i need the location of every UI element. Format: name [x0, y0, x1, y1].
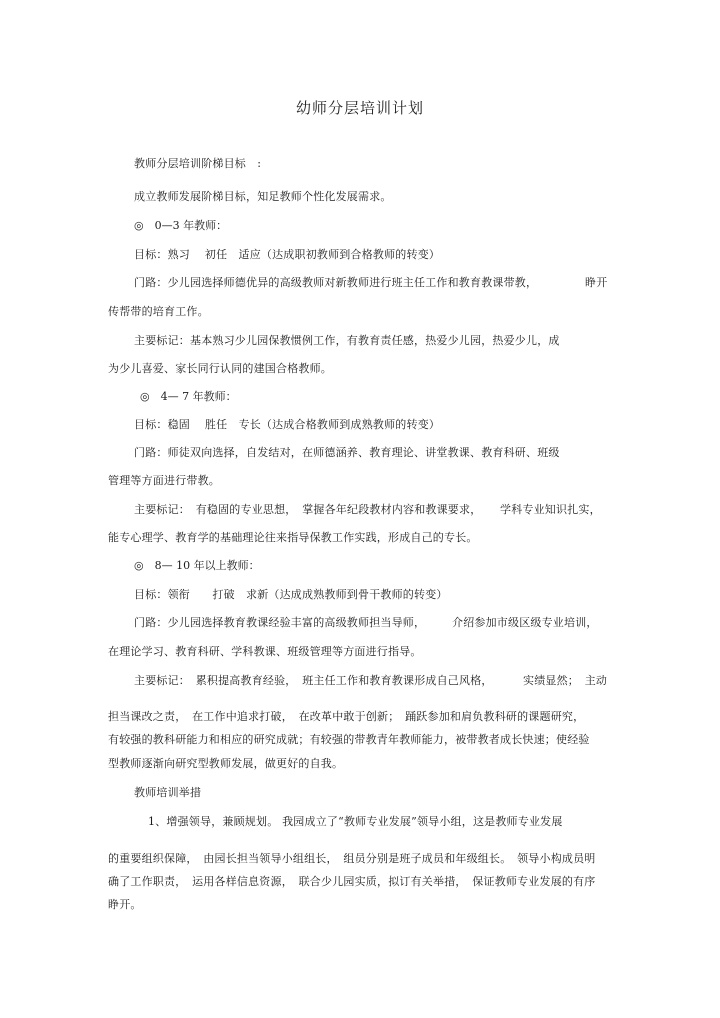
level2-mark-line2: 能专心理学、教育学的基础理论往来指导保教工作实践，形成自己的专长。: [108, 531, 478, 544]
intro-paragraph: 成立教师发展阶梯目标，知足教师个性化发展需求。: [134, 190, 392, 203]
level2-heading: ◎ 4— 7 年教师：: [140, 390, 237, 403]
section-heading-ladder-goals: 教师分层培训阶梯目标 :: [134, 157, 262, 170]
level3-path-line1: 门路：少儿园选择教育教课经验丰富的高级教师担当导师，: [134, 616, 426, 629]
level2-mark-line1-end: 学科专业知识扎实，: [500, 503, 601, 516]
level2-path-line1: 门路：师徒双向选择，自发结对，在师德涵养、教育理论、讲堂教课、教育科研、班级: [134, 446, 560, 459]
level3-path-line2: 在理论学习、教育科研、学科教课、班级管理等方面进行指导。: [108, 645, 422, 658]
level2-goal: 目标：稳固 胜任 专长（达成合格教师到成熟教师的转变）: [134, 418, 441, 431]
measure1-line4: 睁开。: [108, 898, 142, 911]
level3-heading: ◎ 8— 10 年以上教师：: [134, 559, 260, 572]
level1-mark-line1: 主要标记：基本熟习少儿园保教惯例工作，有教育责任感，热爱少儿园，热爱少儿，成: [134, 334, 560, 347]
section-heading-training-measures: 教师培训举措: [134, 786, 202, 799]
level1-path-line1-end: 睁开: [585, 276, 608, 289]
level1-mark-line2: 为少儿喜爱、家长同行认同的建国合格教师。: [108, 362, 332, 375]
level3-mark-line1: 主要标记： 累积提高教育经验， 班主任工作和教育教课形成自己风格，: [134, 674, 493, 687]
level1-goal: 目标：熟习 初任 适应（达成职初教师到合格教师的转变）: [134, 248, 441, 261]
measure1-line2: 的重要组织保障， 由园长担当领导小组组长， 组员分别是班子成员和年级组长。 领导小构成员明: [108, 852, 596, 865]
document-title: 幼师分层培训计划: [295, 99, 424, 117]
level2-mark-line1: 主要标记： 有稳固的专业思想， 掌握各年纪段教材内容和教课要求，: [134, 503, 482, 516]
level1-path-line2: 传帮带的培育工作。: [108, 305, 209, 318]
measure1-line3: 确了工作职责， 运用各样信息资源， 联合少儿园实质，拟订有关举措， 保证教师专业发展的有序: [108, 875, 596, 888]
level3-mark-line4: 型教师逐渐向研究型教师发展，做更好的自我。: [108, 757, 344, 770]
level3-goal: 目标：领衔 打破 求新（达成成熟教师到骨干教师的转变）: [134, 588, 448, 601]
level2-path-line2: 管理等方面进行带教。: [108, 474, 220, 487]
measure1-line1: 1、增强领导，兼顾规划。 我园成立了“教师专业发展”领导小组，这是教师专业发展: [148, 815, 563, 828]
level1-path-line1: 门路：少儿园选择师德优异的高级教师对新教师进行班主任工作和教育教课带教，: [134, 276, 538, 289]
level3-mark-line3: 有较强的教科研能力和相应的研究成就；有较强的带教青年教师能力，被带教者成长快速；使经验: [108, 733, 590, 746]
level1-heading: ◎ 0—3 年教师：: [134, 219, 228, 232]
level3-mark-line2: 担当课改之责， 在工作中追求打破， 在改革中敢于创新； 踊跃参加和肩负教科研的课题研究，: [108, 710, 585, 723]
level3-path-line1-end: 介绍参加市级区级专业培训，: [452, 616, 598, 629]
level3-mark-line1-end: 实绩显然； 主动: [523, 674, 608, 687]
